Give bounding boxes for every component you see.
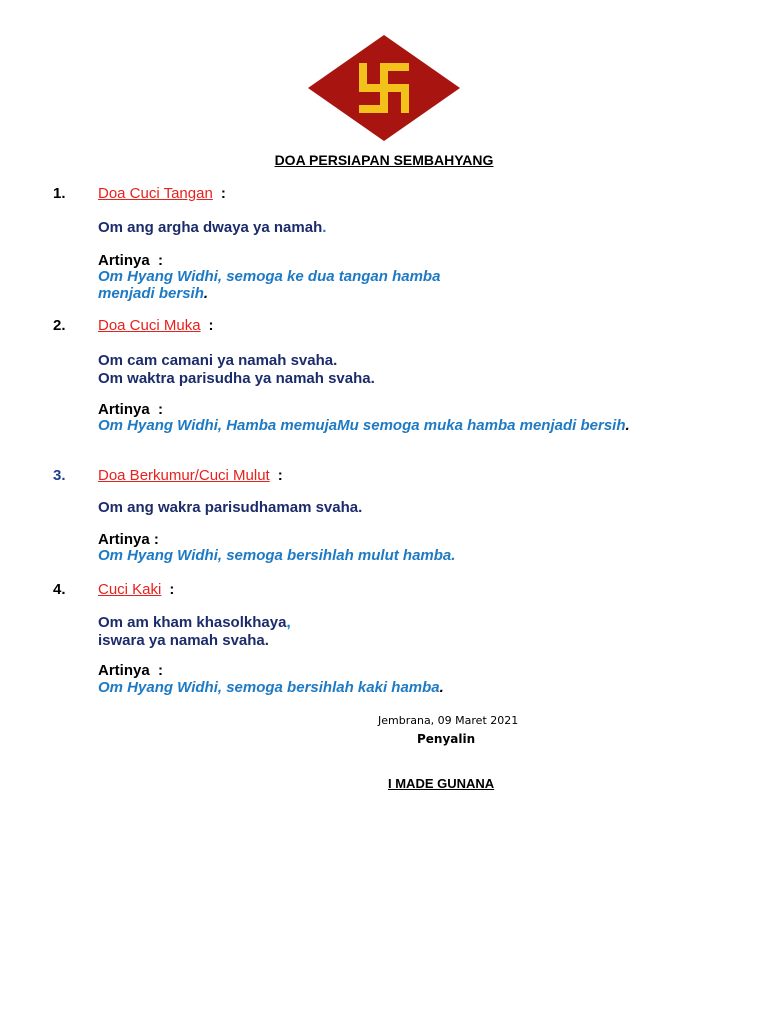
section-2-label: Doa Cuci Muka <box>98 317 201 334</box>
section-1-label: Doa Cuci Tangan <box>98 185 213 202</box>
section-4-label: Cuci Kaki <box>98 581 162 598</box>
section-1-mantra: Om ang argha dwaya ya namah. <box>98 219 327 236</box>
document-title: DOA PERSIAPAN SEMBAHYANG <box>274 152 494 168</box>
section-1-artinya-label: Artinya : <box>98 252 164 269</box>
signer-name: I MADE GUNANA <box>388 776 495 791</box>
section-4-mantra: Om am kham khasolkhaya, iswara ya namah svaha. <box>98 614 291 649</box>
section-2-artinya-label: Artinya : <box>98 401 164 418</box>
swastika-emblem-logo <box>306 33 462 143</box>
section-3-number: 3. <box>53 467 66 484</box>
section-4-meaning: Om Hyang Widhi, semoga bersihlah kaki hamba. <box>98 679 444 696</box>
section-1-heading: Doa Cuci Tangan : <box>98 185 226 202</box>
section-4-number: 4. <box>53 581 66 598</box>
section-2-heading: Doa Cuci Muka : <box>98 317 214 334</box>
section-3-meaning: Om Hyang Widhi, semoga bersihlah mulut hamba. <box>98 547 456 564</box>
section-3-mantra: Om ang wakra parisudhamam svaha. <box>98 499 363 516</box>
section-2-mantra: Om cam camani ya namah svaha. Om waktra parisudha ya namah svaha. <box>98 352 375 387</box>
section-2-number: 2. <box>53 317 66 334</box>
swastika-icon <box>359 63 409 113</box>
section-4-artinya-label: Artinya : <box>98 662 164 679</box>
section-1-meaning: Om Hyang Widhi, semoga ke dua tangan hamba menjadi bersih. <box>98 268 441 302</box>
section-2-meaning: Om Hyang Widhi, Hamba memujaMu semoga muka hamba menjadi bersih. <box>98 417 630 434</box>
section-1-number: 1. <box>53 185 66 202</box>
section-3-artinya-label: Artinya : <box>98 531 159 548</box>
section-3-label: Doa Berkumur/Cuci Mulut <box>98 467 270 484</box>
copier-label: Penyalin <box>417 732 476 746</box>
section-4-heading: Cuci Kaki : <box>98 581 175 598</box>
place-date: Jembrana, 09 Maret 2021 <box>378 714 519 727</box>
section-3-heading: Doa Berkumur/Cuci Mulut : <box>98 467 283 484</box>
